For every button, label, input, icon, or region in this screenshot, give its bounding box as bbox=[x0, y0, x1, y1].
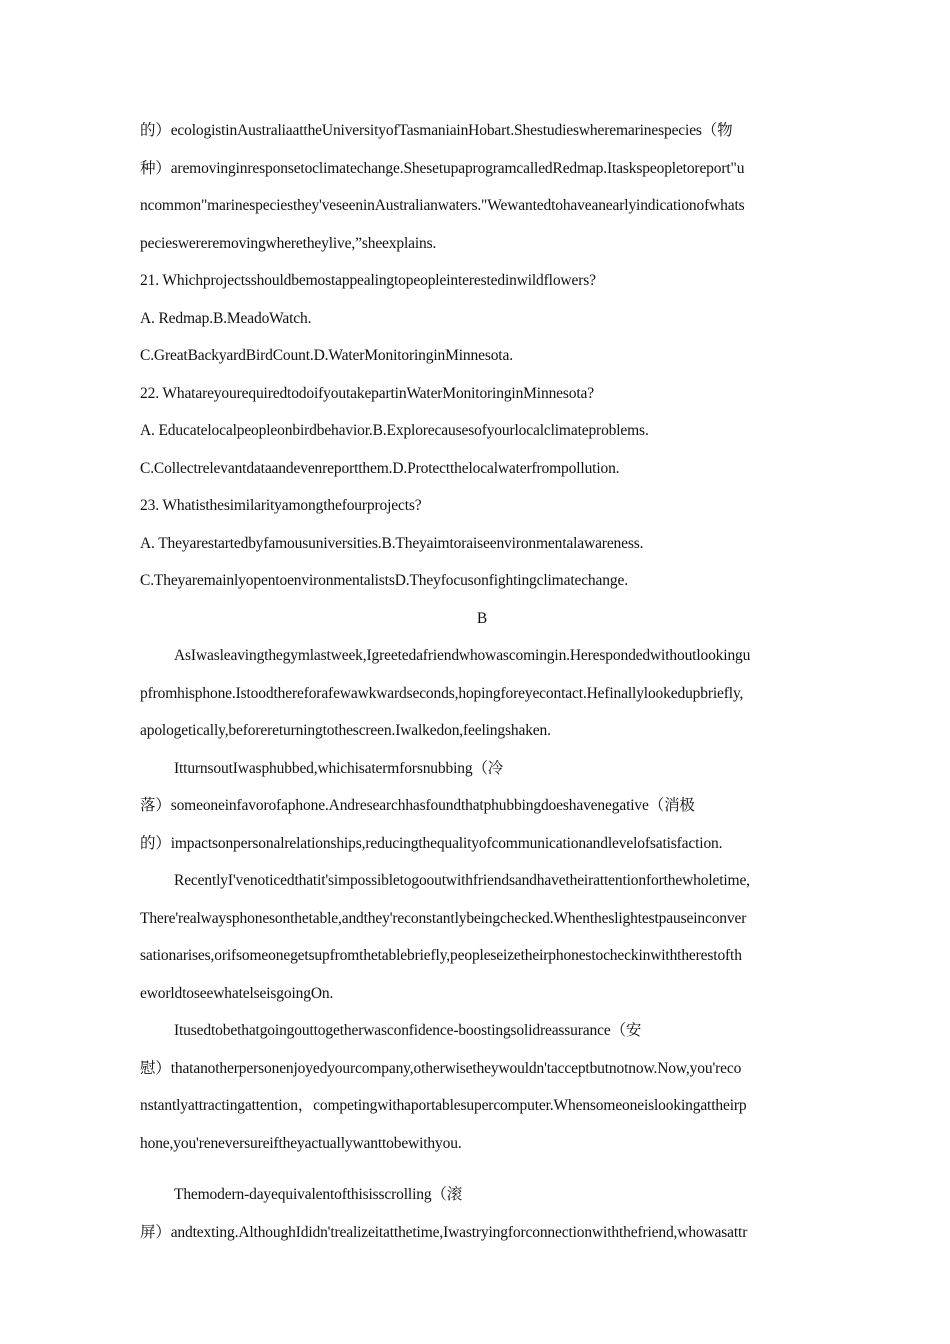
question-stem: 23. Whatisthesimilarityamongthefourprojects? bbox=[140, 497, 422, 514]
section-heading: B bbox=[476, 609, 488, 627]
document-page bbox=[140, 112, 824, 1251]
text-line: Itusedtobethatgoingouttogetherwasconfidence-boostingsolidreassurance（安 bbox=[174, 1022, 642, 1039]
question-options: A. Educatelocalpeopleonbirdbehavior.B.Explorecausesofyourlocalclimateproblems. bbox=[140, 422, 649, 439]
question-options: A. Theyarestartedbyfamousuniversities.B.Theyaimtoraiseenvironmentalawareness. bbox=[140, 534, 644, 552]
question-stem: 22. WhatareyourequiredtodoifyoutakepartinWaterMonitoringinMinnesota? bbox=[140, 384, 594, 402]
text-line: pfromhisphone.Istoodthereforafewawkwardseconds,hopingforeyecontact.Hefinallylookedupbriefly, bbox=[140, 684, 744, 702]
text-line: apologetically,beforereturningtothescreen.Iwalkedon,feelingshaken. bbox=[140, 722, 551, 739]
question-options: C.TheyaremainlyopentoenvironmentalistsD.Theyfocusonfightingclimatechange. bbox=[140, 572, 628, 589]
paragraph bbox=[140, 1176, 824, 1251]
text-line: There'realwaysphonesonthetable,andthey'reconstantlybeingchecked.Whentheslightestpauseinconver bbox=[140, 909, 747, 927]
text-line: pecieswereremovingwheretheylive,”sheexplains. bbox=[140, 234, 437, 252]
passage-a-tail bbox=[140, 112, 824, 262]
text-line: hone,you'reneversureiftheyactuallywanttobewithyou. bbox=[140, 1134, 462, 1152]
question-options: C.GreatBackyardBirdCount.D.WaterMonitoringinMinnesota. bbox=[140, 347, 513, 364]
paragraph bbox=[140, 637, 824, 750]
question-22 bbox=[140, 375, 824, 488]
text-line: AsIwasleavingthegymlastweek,Igreetedafriendwhowascomingin.Herespondedwithoutlookingu bbox=[174, 647, 751, 664]
text-line: 屏）andtexting.AlthoughIdidn'trealizeitatthetime,Iwastryingforconnectionwiththefriend,whowasattr bbox=[140, 1223, 748, 1241]
text-line: eworldtoseewhatelseisgoingOn. bbox=[140, 984, 334, 1002]
text-line: nstantlyattractingattention，competingwithaportablesupercomputer.Whensomeoneislookingattheirp bbox=[140, 1097, 747, 1114]
question-options: A. Redmap.B.MeadoWatch. bbox=[140, 309, 312, 327]
question-23 bbox=[140, 487, 824, 600]
paragraph bbox=[140, 862, 824, 1012]
text-line: 慰）thatanotherpersonenjoyedyourcompany,otherwisetheywouldn'tacceptbutnotnow.Now,you'reco bbox=[140, 1059, 742, 1077]
paragraph bbox=[140, 750, 824, 863]
text-line: 落）someoneinfavorofaphone.Andresearchhasfoundthatphubbingdoeshavenegative（消极 bbox=[140, 797, 695, 814]
text-line: ItturnsoutIwasphubbed,whichisatermforsnubbing（冷 bbox=[174, 759, 504, 777]
text-line: RecentlyI'venoticedthatit'simpossibletogooutwithfriendsandhavetheirattentionforthewholetime, bbox=[174, 872, 750, 889]
text-line: Themodern-dayequivalentofthisisscrolling（滚 bbox=[174, 1186, 463, 1203]
question-stem: 21. Whichprojectsshouldbemostappealingtopeopleinterestedinwildflowers? bbox=[140, 272, 596, 289]
paragraph bbox=[140, 1012, 824, 1162]
text-line: sationarises,orifsomeonegetsupfromthetablebriefly,peopleseizetheirphonestocheckinwiththerestofth bbox=[140, 947, 742, 964]
question-21 bbox=[140, 262, 824, 375]
text-line: 的）ecologistinAustraliaattheUniversityofTasmaniainHobart.Shestudieswheremarinespecies（物 bbox=[140, 122, 733, 139]
question-options: C.Collectrelevantdataandevenreportthem.D.Protectthelocalwaterfrompollution. bbox=[140, 459, 620, 477]
text-line: 种）aremovinginresponsetoclimatechange.ShesetupaprogramcalledRedmap.Itaskspeopletoreport"u bbox=[140, 159, 745, 177]
text-line: ncommon"marinespeciesthey'veseeninAustralianwaters."Wewantedtohaveanearlyindicationofwhats bbox=[140, 197, 745, 214]
text-line: 的）impactsonpersonalrelationships,reducingthequalityofcommunicationandlevelofsatisfaction. bbox=[140, 834, 723, 852]
